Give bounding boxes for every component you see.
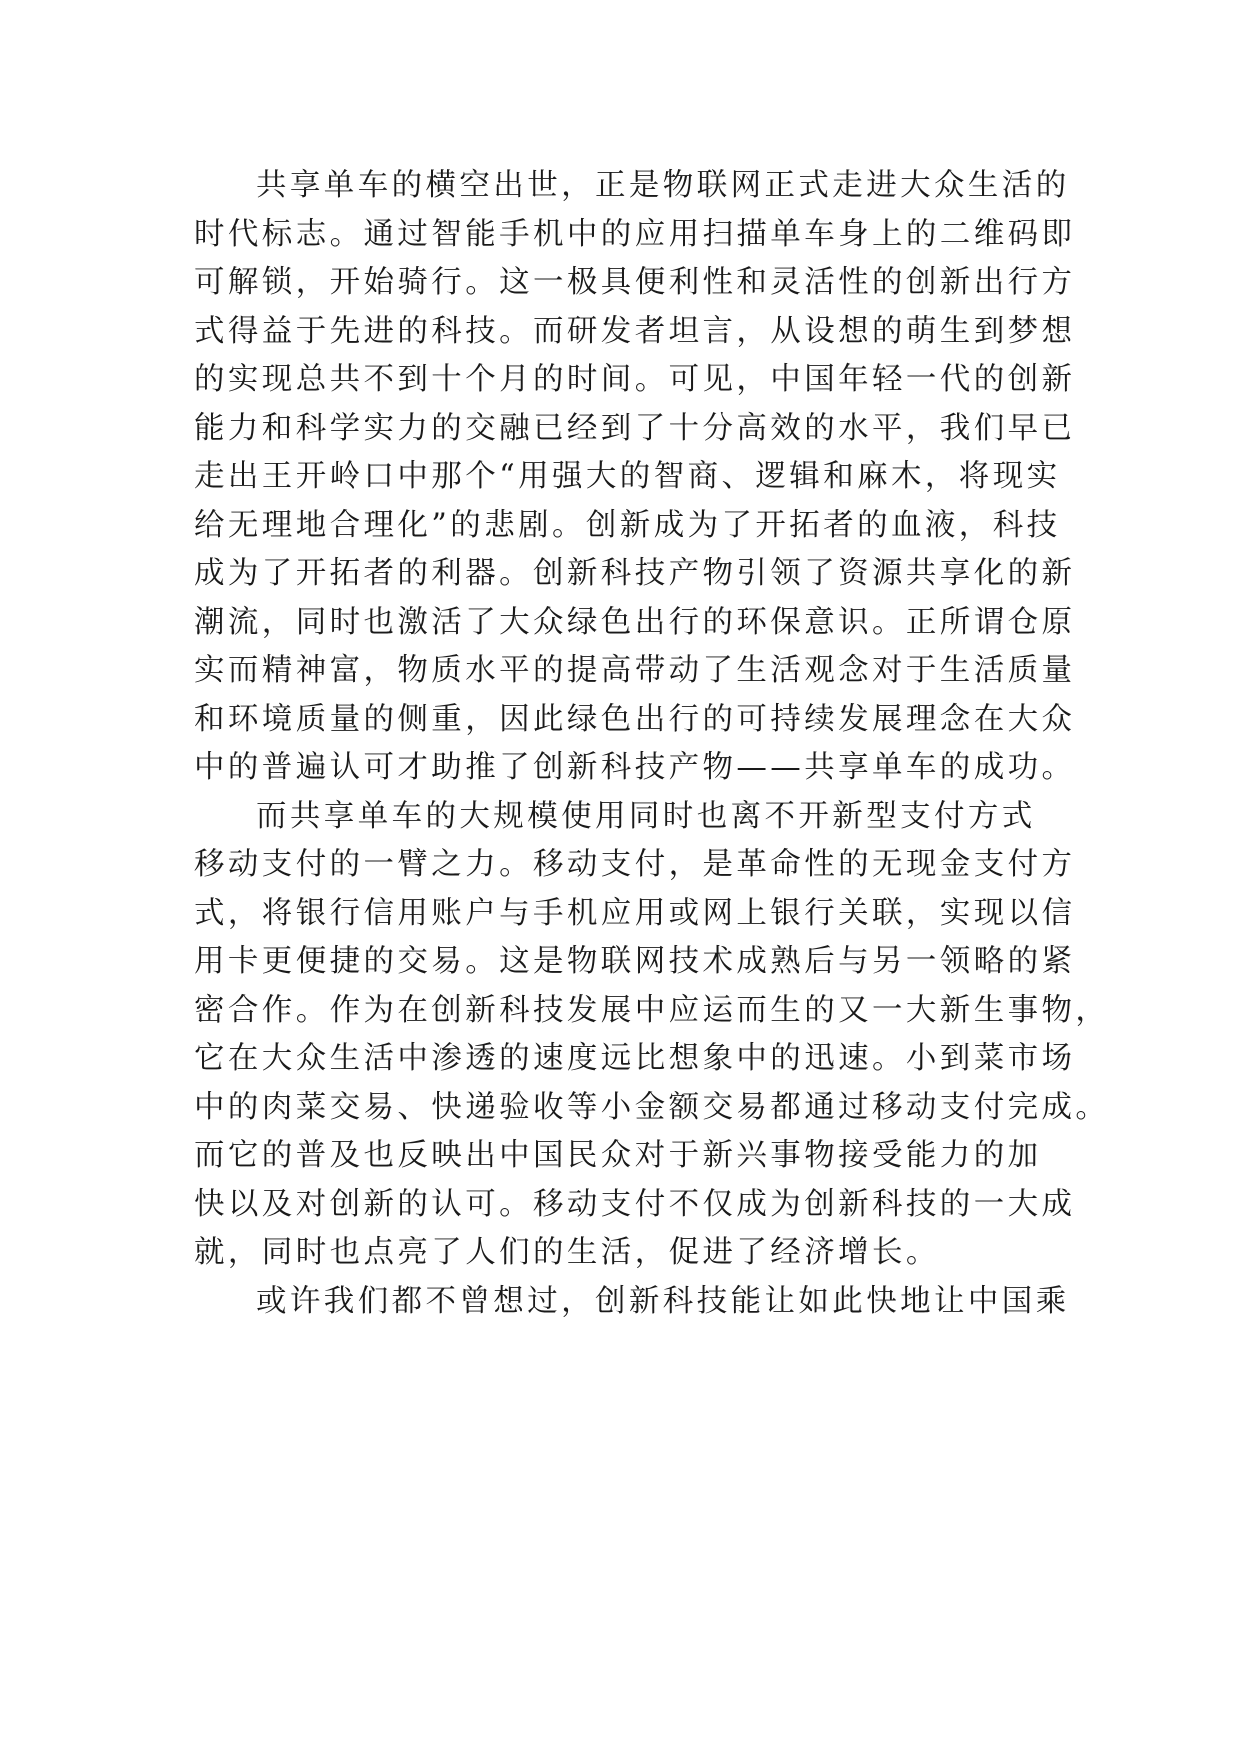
text-line: 它在大众生活中渗透的速度远比想象中的迅速。小到菜市场 [194,1041,1076,1076]
text-line: 可解锁，开始骑行。这一极具便利性和灵活性的创新出行方 [194,265,1076,300]
text-line: 中的肉菜交易、快递验收等小金额交易都通过移动支付完成。 [194,1089,1110,1125]
text-line: 式，将银行信用账户与手机应用或网上银行关联，实现以信 [194,895,1076,931]
text-line: 中的普遍认可才助推了创新科技产物——共享单车的成功。 [194,750,1076,785]
text-line: 式得益于先进的科技。而研发者坦言，从设想的萌生到梦想 [194,313,1076,349]
text-line: 时代标志。通过智能手机中的应用扫描单车身上的二维码即 [194,216,1076,252]
text-line: 用卡更便捷的交易。这是物联网技术成熟后与另一领略的紧 [194,944,1076,979]
paragraph-1 [194,162,1076,793]
body-text [194,162,1110,1326]
text-line: 密合作。作为在创新科技发展中应运而生的又一大新生事物， [194,992,1110,1028]
paragraph-2 [194,793,1110,1278]
text-line: 或许我们都不曾想过，创新科技能让如此快地让中国乘 [256,1283,1070,1319]
text-line: 走出王开岭口中那个“用强大的智商、逻辑和麻木，将现实 [194,459,1061,494]
text-line: 而共享单车的大规模使用同时也离不开新型支付方式 [256,798,1036,834]
text-line: 共享单车的横空出世，正是物联网正式走进大众生活的 [256,168,1070,203]
text-line: 成为了开拓者的利器。创新科技产物引领了资源共享化的新 [194,556,1076,591]
text-line: 快以及对创新的认可。移动支付不仅成为创新科技的一大成 [194,1186,1076,1222]
paragraph-3 [194,1278,1070,1327]
text-line: 移动支付的一臂之力。移动支付，是革命性的无现金支付方 [194,847,1076,882]
text-line: 给无理地合理化”的悲剧。创新成为了开拓者的血液，科技 [194,507,1061,543]
text-line: 而它的普及也反映出中国民众对于新兴事物接受能力的加 [194,1138,1042,1173]
text-line: 实而精神富，物质水平的提高带动了生活观念对于生活质量 [194,653,1076,688]
text-line: 潮流，同时也激活了大众绿色出行的环保意识。正所谓仓原 [194,604,1076,640]
text-line: 的实现总共不到十个月的时间。可见，中国年轻一代的创新 [194,362,1076,397]
text-line: 能力和科学实力的交融已经到了十分高效的水平，我们早已 [194,410,1076,446]
text-line: 和环境质量的侧重，因此绿色出行的可持续发展理念在大众 [194,701,1076,737]
text-line: 就，同时也点亮了人们的生活，促进了经济增长。 [194,1235,940,1270]
